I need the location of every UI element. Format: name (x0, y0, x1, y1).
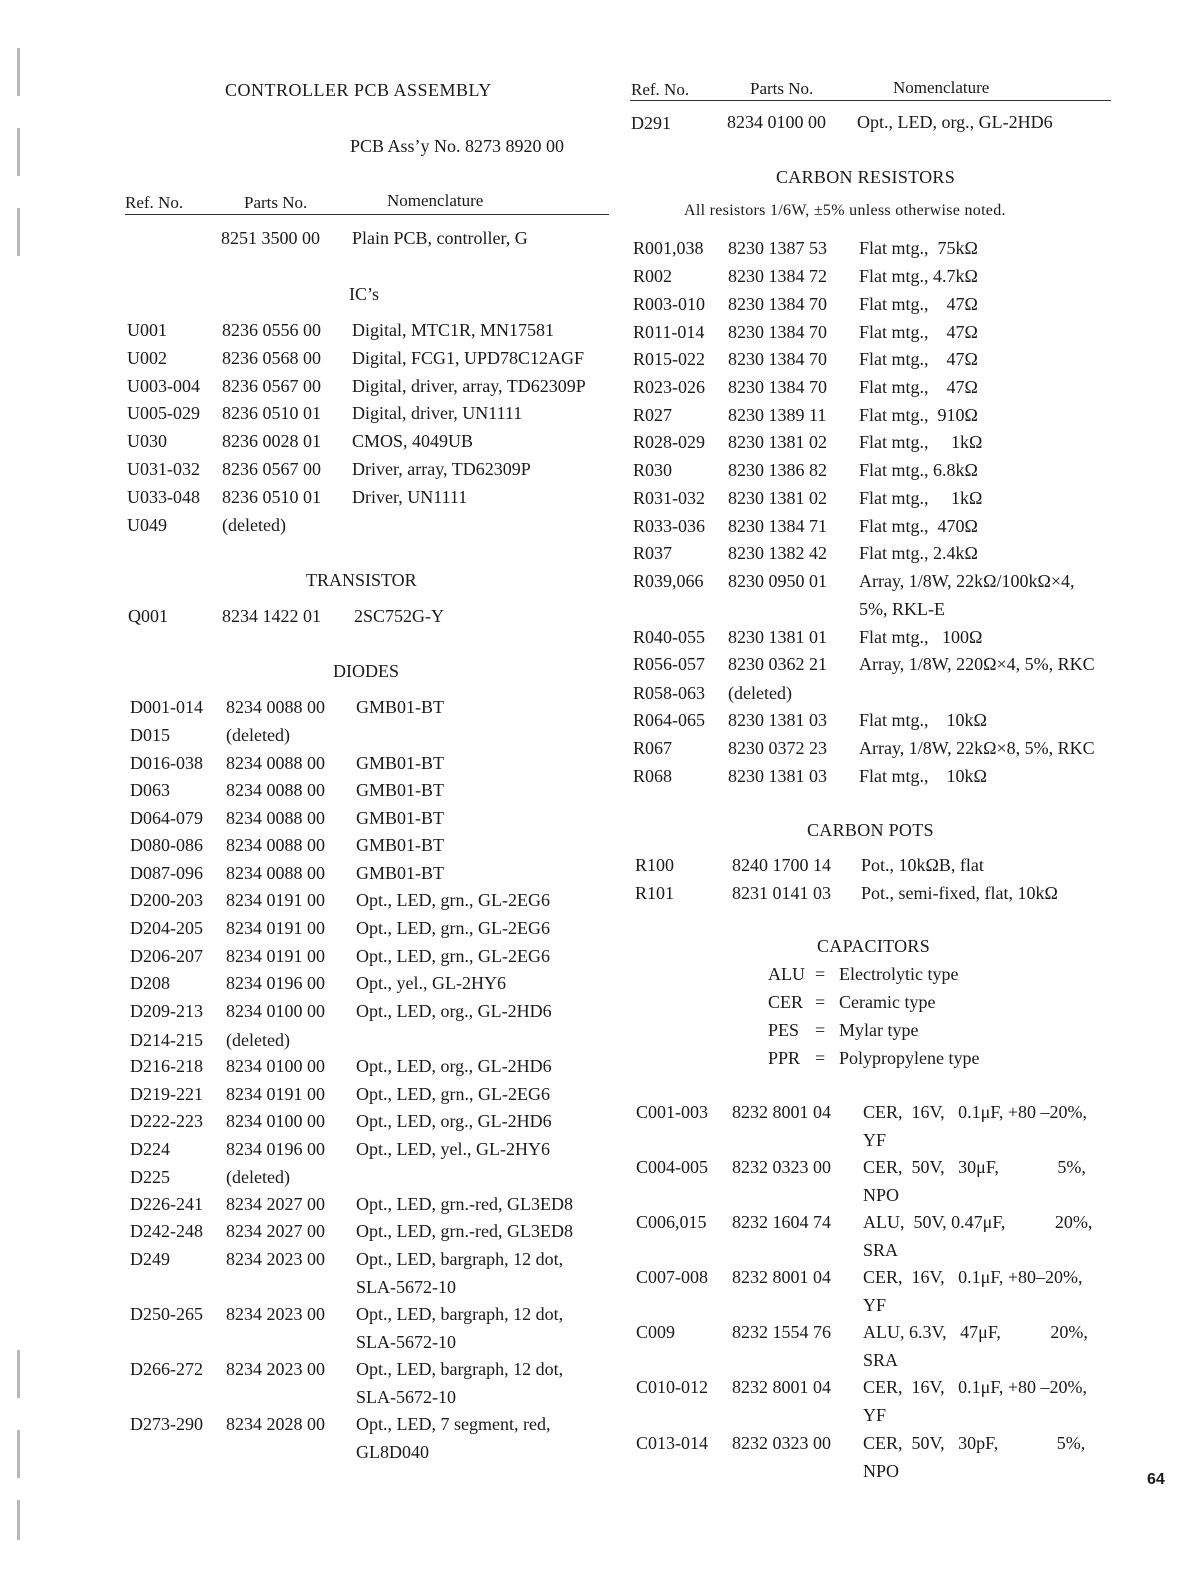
parts-no: 8236 0510 01 (222, 487, 321, 507)
parts-no: 8234 0191 00 (226, 890, 325, 910)
parts-no: 8234 0088 00 (226, 753, 325, 773)
nomenclature: GMB01-BT (356, 780, 445, 800)
parts-no: 8230 0372 23 (728, 738, 827, 758)
nomenclature-continued: YF (863, 1130, 887, 1150)
ref-no: R058-063 (633, 683, 705, 703)
ref-no: D224 (130, 1139, 170, 1159)
parts-no: 8230 0950 01 (728, 571, 827, 591)
parts-no: 8230 1381 03 (728, 710, 827, 730)
parts-no: 8234 0088 00 (226, 780, 325, 800)
ref-no: C013-014 (636, 1433, 708, 1453)
page-number: 64 (1147, 1471, 1165, 1488)
ref-no: D206-207 (130, 946, 203, 966)
ref-no: R068 (633, 766, 673, 786)
nomenclature: GMB01-BT (356, 697, 445, 717)
ref-no: R100 (635, 855, 675, 875)
nomenclature: Flat mtg., 100Ω (859, 627, 983, 647)
nomenclature: Flat mtg., 4.7kΩ (859, 266, 978, 286)
parts-no: 8234 2027 00 (226, 1194, 325, 1214)
nomenclature: CMOS, 4049UB (352, 431, 474, 451)
ref-no: R001,038 (633, 238, 704, 258)
nomenclature: Flat mtg., 910Ω (859, 405, 978, 425)
parts-no: 8230 1381 01 (728, 627, 827, 647)
ref-no: U030 (127, 431, 167, 451)
ref-no: R023-026 (633, 377, 705, 397)
parts-no: 8236 0567 00 (222, 376, 321, 396)
nomenclature: Digital, driver, array, TD62309P (352, 376, 586, 396)
ref-no: R039,066 (633, 571, 704, 591)
nomenclature: Plain PCB, controller, G (352, 228, 528, 248)
nomenclature: GMB01-BT (356, 863, 445, 883)
parts-no: 8232 8001 04 (732, 1267, 831, 1287)
parts-no: 8234 0088 00 (226, 863, 325, 883)
binder-mark (17, 1350, 20, 1398)
ref-no: D219-221 (130, 1084, 203, 1104)
parts-no: 8234 0088 00 (226, 697, 325, 717)
nomenclature: Opt., LED, grn., GL-2EG6 (356, 918, 550, 938)
nomenclature-continued: SLA-5672-10 (356, 1387, 456, 1407)
ref-no: C006,015 (636, 1212, 707, 1232)
parts-no: 8240 1700 14 (732, 855, 831, 875)
ref-no: D225 (130, 1167, 170, 1187)
parts-no: 8234 2023 00 (226, 1359, 325, 1379)
section-title-transistor: TRANSISTOR (306, 570, 417, 590)
parts-no: 8230 1384 70 (728, 349, 827, 369)
nomenclature: Opt., LED, bargraph, 12 dot, (356, 1304, 564, 1324)
nomenclature: CER, 16V, 0.1μF, +80 –20%, (863, 1377, 1088, 1397)
nomenclature: Array, 1/8W, 22kΩ/100kΩ×4, (859, 571, 1075, 591)
nomenclature: Opt., LED, org., GL-2HD6 (356, 1001, 552, 1021)
ref-no: C009 (636, 1322, 676, 1342)
ref-no: D080-086 (130, 835, 203, 855)
ref-no: D273-290 (130, 1414, 203, 1434)
parts-no: 8234 0100 00 (226, 1056, 325, 1076)
nomenclature: Opt., LED, bargraph, 12 dot, (356, 1359, 564, 1379)
parts-no: 8234 0100 00 (226, 1111, 325, 1131)
nomenclature: Opt., LED, yel., GL-2HY6 (356, 1139, 550, 1159)
legend-equals: = (815, 1048, 826, 1068)
nomenclature: Flat mtg., 47Ω (859, 349, 978, 369)
nomenclature-continued: SLA-5672-10 (356, 1332, 456, 1352)
ref-no: D064-079 (130, 808, 203, 828)
ref-no: R011-014 (633, 322, 705, 342)
nomenclature: Flat mtg., 2.4kΩ (859, 543, 978, 563)
nomenclature: Flat mtg., 10kΩ (859, 710, 987, 730)
binder-mark (17, 1430, 20, 1478)
header-rule (125, 214, 609, 215)
ref-no: R037 (633, 543, 673, 563)
nomenclature: GMB01-BT (356, 808, 445, 828)
ref-no: D250-265 (130, 1304, 203, 1324)
nomenclature: Opt., LED, grn., GL-2EG6 (356, 946, 550, 966)
ref-no: D216-218 (130, 1056, 203, 1076)
legend-desc: Ceramic type (839, 992, 936, 1012)
parts-no: (deleted) (226, 1167, 290, 1187)
parts-no: 8234 0191 00 (226, 1084, 325, 1104)
nomenclature-continued: 5%, RKL-E (859, 599, 945, 619)
legend-desc: Polypropylene type (839, 1048, 980, 1068)
ref-no: D204-205 (130, 918, 203, 938)
ref-no: D222-223 (130, 1111, 203, 1131)
ref-no: U033-048 (127, 487, 200, 507)
column-header-parts: Parts No. (244, 193, 308, 212)
ref-no: R067 (633, 738, 673, 758)
ref-no: C007-008 (636, 1267, 708, 1287)
section-title-resistors: CARBON RESISTORS (776, 167, 956, 187)
nomenclature-continued: NPO (863, 1461, 900, 1481)
parts-no: 8236 0510 01 (222, 403, 321, 423)
parts-no: 8234 0196 00 (226, 973, 325, 993)
ref-no: R101 (635, 883, 675, 903)
ref-no: D226-241 (130, 1194, 203, 1214)
parts-no: 8234 1422 01 (222, 606, 321, 626)
assembly-title: CONTROLLER PCB ASSEMBLY (225, 80, 492, 100)
ref-no: R064-065 (633, 710, 705, 730)
nomenclature: Flat mtg., 10kΩ (859, 766, 987, 786)
parts-no: 8234 2027 00 (226, 1221, 325, 1241)
parts-no: 8236 0556 00 (222, 320, 321, 340)
nomenclature: Flat mtg., 47Ω (859, 322, 978, 342)
nomenclature: Pot., semi-fixed, flat, 10kΩ (861, 883, 1058, 903)
ref-no: D063 (130, 780, 170, 800)
assembly-number: PCB Ass’y No. 8273 8920 00 (350, 136, 565, 156)
binder-mark (17, 128, 20, 176)
legend-code: CER (768, 992, 804, 1012)
nomenclature: Opt., LED, org., GL-2HD6 (857, 112, 1053, 132)
nomenclature: Opt., LED, grn., GL-2EG6 (356, 1084, 550, 1104)
ref-no: R030 (633, 460, 673, 480)
nomenclature-continued: YF (863, 1405, 887, 1425)
binder-mark (17, 1500, 20, 1540)
nomenclature: Opt., LED, org., GL-2HD6 (356, 1056, 552, 1076)
nomenclature: Array, 1/8W, 22kΩ×8, 5%, RKC (859, 738, 1095, 758)
ref-no: U005-029 (127, 403, 200, 423)
column-header-nomenclature: Nomenclature (387, 191, 484, 210)
parts-no: 8234 0191 00 (226, 946, 325, 966)
nomenclature: Opt., LED, 7 segment, red, (356, 1414, 551, 1434)
nomenclature: Opt., LED, org., GL-2HD6 (356, 1111, 552, 1131)
parts-no: 8230 1381 02 (728, 488, 827, 508)
nomenclature: Array, 1/8W, 220Ω×4, 5%, RKC (859, 654, 1095, 674)
ref-no: U049 (127, 515, 167, 535)
section-title-diodes: DIODES (333, 661, 399, 681)
legend-equals: = (815, 964, 826, 984)
ref-no: C004-005 (636, 1157, 708, 1177)
parts-no: 8232 0323 00 (732, 1433, 831, 1453)
parts-no: 8234 2028 00 (226, 1414, 325, 1434)
nomenclature: Opt., yel., GL-2HY6 (356, 973, 506, 993)
parts-no: (deleted) (226, 725, 290, 745)
parts-no: 8232 1604 74 (732, 1212, 831, 1232)
nomenclature: ALU, 6.3V, 47μF, 20%, (863, 1322, 1088, 1342)
nomenclature: CER, 50V, 30pF, 5%, (863, 1433, 1086, 1453)
nomenclature: Opt., LED, bargraph, 12 dot, (356, 1249, 564, 1269)
parts-no: 8236 0567 00 (222, 459, 321, 479)
parts-no: 8232 0323 00 (732, 1157, 831, 1177)
nomenclature: Digital, driver, UN1111 (352, 403, 523, 423)
legend-code: PES (768, 1020, 800, 1040)
parts-no: 8230 1384 70 (728, 377, 827, 397)
nomenclature: Flat mtg., 47Ω (859, 377, 978, 397)
nomenclature: Digital, MTC1R, MN17581 (352, 320, 555, 340)
parts-no: 8234 0088 00 (226, 808, 325, 828)
nomenclature-continued: SLA-5672-10 (356, 1277, 456, 1297)
nomenclature: ALU, 50V, 0.47μF, 20%, (863, 1212, 1093, 1232)
nomenclature-continued: SRA (863, 1240, 899, 1260)
parts-no: 8230 1384 70 (728, 294, 827, 314)
legend-equals: = (815, 992, 826, 1012)
parts-no: 8230 1384 70 (728, 322, 827, 342)
parts-no: 8234 0100 00 (727, 112, 826, 132)
column-header-ref: Ref. No. (125, 193, 184, 212)
parts-no: 8236 0028 01 (222, 431, 321, 451)
nomenclature: CER, 16V, 0.1μF, +80–20%, (863, 1267, 1083, 1287)
ref-no: R056-057 (633, 654, 705, 674)
parts-no: 8232 8001 04 (732, 1377, 831, 1397)
nomenclature: Pot., 10kΩB, flat (861, 855, 984, 875)
legend-code: ALU (768, 964, 805, 984)
ref-no: C010-012 (636, 1377, 708, 1397)
parts-no: (deleted) (226, 1030, 290, 1050)
nomenclature: Opt., LED, grn., GL-2EG6 (356, 890, 550, 910)
parts-no: 8232 1554 76 (732, 1322, 831, 1342)
ref-no: D200-203 (130, 890, 203, 910)
nomenclature: Flat mtg., 47Ω (859, 294, 978, 314)
parts-no: 8234 0088 00 (226, 835, 325, 855)
ref-no: D214-215 (130, 1030, 203, 1050)
parts-no: 8230 1381 03 (728, 766, 827, 786)
parts-no: 8234 0100 00 (226, 1001, 325, 1021)
legend-desc: Mylar type (839, 1020, 919, 1040)
ref-no: D291 (631, 113, 671, 133)
nomenclature-continued: GL8D040 (356, 1442, 429, 1462)
column-header-ref: Ref. No. (631, 80, 690, 99)
parts-no: 8230 1387 53 (728, 238, 827, 258)
header-rule (630, 100, 1111, 101)
nomenclature: Flat mtg., 1kΩ (859, 432, 983, 452)
parts-no: 8230 1381 02 (728, 432, 827, 452)
nomenclature: Flat mtg., 6.8kΩ (859, 460, 978, 480)
nomenclature: Opt., LED, grn.-red, GL3ED8 (356, 1194, 573, 1214)
ref-no: D209-213 (130, 1001, 203, 1021)
ref-no: U003-004 (127, 376, 200, 396)
ref-no: R031-032 (633, 488, 705, 508)
ref-no: D015 (130, 725, 170, 745)
nomenclature: GMB01-BT (356, 753, 445, 773)
ref-no: D266-272 (130, 1359, 203, 1379)
parts-no: 8234 0191 00 (226, 918, 325, 938)
ref-no: D001-014 (130, 697, 203, 717)
ref-no: D208 (130, 973, 170, 993)
nomenclature: Driver, UN1111 (352, 487, 468, 507)
parts-no: 8230 1384 71 (728, 516, 827, 536)
ref-no: R003-010 (633, 294, 705, 314)
ref-no: D087-096 (130, 863, 203, 883)
parts-no: 8231 0141 03 (732, 883, 831, 903)
nomenclature: Opt., LED, grn.-red, GL3ED8 (356, 1221, 573, 1241)
nomenclature: Flat mtg., 75kΩ (859, 238, 978, 258)
nomenclature: Flat mtg., 1kΩ (859, 488, 983, 508)
nomenclature-continued: SRA (863, 1350, 899, 1370)
ref-no: R002 (633, 266, 673, 286)
nomenclature: 2SC752G-Y (354, 606, 445, 626)
ref-no: R033-036 (633, 516, 705, 536)
ref-no: Q001 (128, 606, 168, 626)
ref-no: R040-055 (633, 627, 705, 647)
parts-no: 8234 2023 00 (226, 1304, 325, 1324)
ref-no: U002 (127, 348, 167, 368)
resistors-note: All resistors 1/6W, ±5% unless otherwise noted. (684, 202, 1006, 219)
ref-no: U001 (127, 320, 167, 340)
ref-no: R028-029 (633, 432, 705, 452)
parts-no: 8236 0568 00 (222, 348, 321, 368)
parts-no: 8234 0196 00 (226, 1139, 325, 1159)
parts-no: 8230 1384 72 (728, 266, 827, 286)
parts-no: 8230 1389 11 (728, 405, 827, 425)
ref-no: U031-032 (127, 459, 200, 479)
ref-no: D016-038 (130, 753, 203, 773)
column-header-nomenclature: Nomenclature (893, 78, 990, 97)
parts-no: 8232 8001 04 (732, 1102, 831, 1122)
ref-no: R015-022 (633, 349, 705, 369)
section-title-ics: IC’s (349, 284, 380, 304)
parts-no: (deleted) (728, 683, 792, 703)
legend-equals: = (815, 1020, 826, 1040)
nomenclature: Driver, array, TD62309P (352, 459, 531, 479)
nomenclature: Flat mtg., 470Ω (859, 516, 978, 536)
nomenclature: GMB01-BT (356, 835, 445, 855)
parts-no: (deleted) (222, 515, 286, 535)
parts-no: 8234 2023 00 (226, 1249, 325, 1269)
ref-no: D249 (130, 1249, 170, 1269)
nomenclature: Digital, FCG1, UPD78C12AGF (352, 348, 585, 368)
section-title-capacitors: CAPACITORS (817, 936, 931, 956)
parts-no: 8230 1386 82 (728, 460, 827, 480)
column-header-parts: Parts No. (750, 79, 814, 98)
binder-mark (17, 208, 20, 256)
nomenclature: CER, 50V, 30μF, 5%, (863, 1157, 1086, 1177)
nomenclature-continued: NPO (863, 1185, 900, 1205)
nomenclature: CER, 16V, 0.1μF, +80 –20%, (863, 1102, 1088, 1122)
parts-no: 8251 3500 00 (221, 228, 320, 248)
parts-no: 8230 0362 21 (728, 654, 827, 674)
ref-no: C001-003 (636, 1102, 708, 1122)
ref-no: R027 (633, 405, 673, 425)
nomenclature-continued: YF (863, 1295, 887, 1315)
legend-desc: Electrolytic type (839, 964, 959, 984)
parts-no: 8230 1382 42 (728, 543, 827, 563)
legend-code: PPR (768, 1048, 801, 1068)
binder-mark (17, 48, 20, 96)
section-title-pots: CARBON POTS (807, 820, 934, 840)
ref-no: D242-248 (130, 1221, 203, 1241)
